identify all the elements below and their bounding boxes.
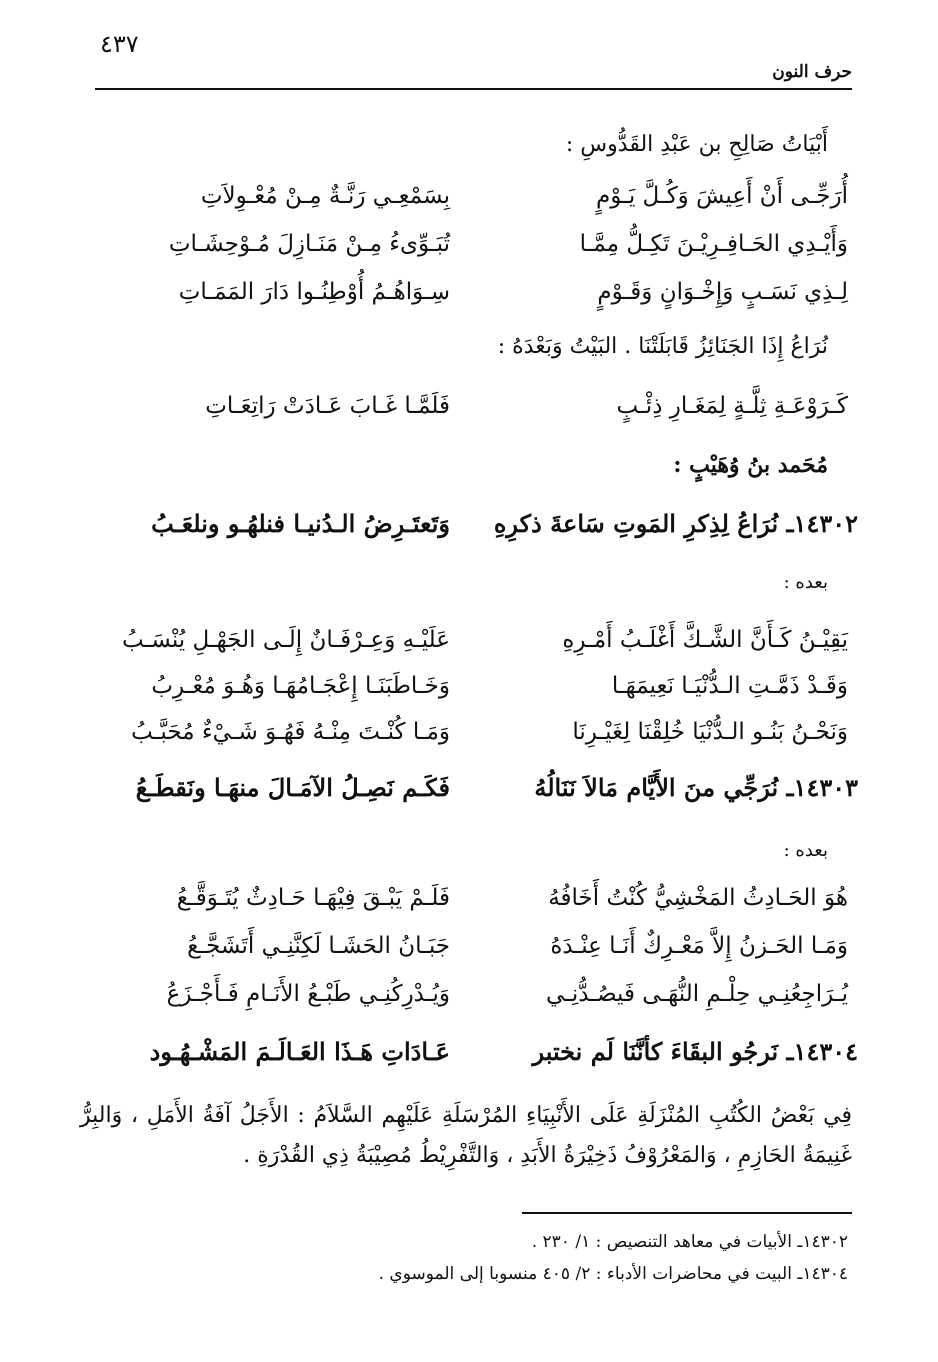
second-hemistich: وَخَـاطَبَنَـا إِعْجَـامُهَـا وَهُـوَ مُعْـرِبُ <box>151 673 450 699</box>
numbered-verse-14304 <box>110 1032 858 1076</box>
intro-nuraa: نُرَاعُ إِذَا الجَنَائِزُ قَابَلَتْنَا . البَيْتُ وَبَعْدَهُ : <box>497 334 828 359</box>
first-hemistich: أُرَجِّـى أَنْ أَعِيشَ وَكُـلَّ يَـوْمٍ <box>595 183 848 209</box>
second-hemistich: وَتَعتَـرِضُ الـدُنيـا فنلهُـو ونلعَـبُ <box>151 509 450 538</box>
footnote-rule <box>522 1212 852 1214</box>
verse-line <box>110 272 848 316</box>
second-hemistich: وَمَـا كُنْـتَ مِنْـهُ فَهُـوَ شَـيْءٌ مُحَبَّـبُ <box>131 719 450 745</box>
numbered-verse-14302 <box>110 504 858 548</box>
first-hemistich: كَـرَوْعَـةِ ثِلَّـةٍ لِمَغَـارِ ذِئْـبٍ <box>616 393 848 419</box>
first-hemistich: وَقَـدْ ذَمَّـتِ الـدُّنْيَـا نَعِيمَهَـا <box>611 673 848 699</box>
first-hemistich: يَقِيْـنُ كَـأَنَّ الشَّـكَّ أَغْلَـبُ أَمْـرِهِ <box>562 627 848 653</box>
first-hemistich: يُـرَاجِعُنِـي حِلْـمِ النُّهَـى فَيصُـدُّنِـي <box>545 981 848 1007</box>
first-hemistich: ١٤٣٠٤ـ نَرجُو البقَاءَ كأنَّنَا لَم نختبر <box>532 1037 858 1066</box>
second-hemistich: عَلَيْـهِ وَعِـرْفَـانٌ إِلَـى الجَهْـلِ يُنْسَـبُ <box>122 627 450 653</box>
first-hemistich: هُوَ الحَـادِثُ المَخْشِيُّ كُنْتُ أَخَافُهُ <box>548 885 848 911</box>
verse-line <box>110 666 848 710</box>
page-number: ٤٣٧ <box>100 30 139 58</box>
footnote-14302: ١٤٣٠٢ـ الأبيات في معاهد التنصيص : ١/ ٢٣٠ . <box>531 1232 848 1252</box>
first-hemistich: ١٤٣٠٣ـ نُرَجِّي منَ الأَيَّام مَالاَ نَنَالُهُ <box>534 773 858 802</box>
verse-line <box>110 712 848 756</box>
after-label: بعده : <box>783 572 828 593</box>
running-header: حرف النون <box>772 62 852 82</box>
first-hemistich: وَأَيْـدِي الحَـافِـرِيْـنَ تَكِـلُّ مِمَّـا <box>579 231 848 257</box>
second-hemistich: وَيُـدْرِكُنِـي طَبْـعُ الأَنَـامِ فَـأَجْـزَعُ <box>166 981 450 1007</box>
second-hemistich: سِـوَاهُـمُ أُوْطِنُـوا دَارَ المَمَـاتِ <box>178 279 450 305</box>
first-hemistich: لِـذِي نَسَـبٍ وَإِخْـوَانٍ وَقَـوْمٍ <box>597 279 848 305</box>
numbered-verse-14303 <box>110 768 858 812</box>
second-hemistich: فَكَـم نَصِـلُ الآمَـالَ منهَـا ونَقطَـعُ <box>135 773 450 802</box>
second-hemistich: عَـادَاتِ هَـذَا العَـالَـمَ المَشْـهُـود <box>149 1037 450 1066</box>
after-label: بعده : <box>783 840 828 861</box>
verse-line <box>110 386 848 430</box>
prose-paragraph: فِي بَعْضُ الكُتُبِ المُنْزَلَةِ عَلَى الأَنْبِيَاءِ المُرْسَلَةِ عَلَيْهِم السَّلاَمُ : الأَجَلُ آفَةُ الأَمَلِ ، وَالبِرُّ غَنِيمَةُ الحَازِمِ ، وَالمَعْرُوْفُ ذَخِيْرَةُ الأَبَدِ ، وَالتَّفْرِيْطُ مُصِيْبَةُ ذِي القُدْرَةِ . <box>80 1103 852 1168</box>
verse-line <box>110 176 848 220</box>
second-hemistich: فَلَـمْ يَبْـقَ فِيْهَـا حَـادِثٌ يُتَـوَقَّـعُ <box>176 885 450 911</box>
verse-line <box>110 878 848 922</box>
first-hemistich: وَمَـا الحَـزنُ إِلاَّ مَعْـرِكٌ أَنَـا عِنْـدَهُ <box>550 933 848 959</box>
verse-line <box>110 620 848 664</box>
intro-saleh: أَبْيَاتُ صَالِحِ بن عَبْدِ القَدُّوسِ : <box>565 132 828 157</box>
verse-line <box>110 974 848 1018</box>
author-heading: مُحَمد بنُ وُهَيْبٍ : <box>673 452 828 478</box>
second-hemistich: فَلَمَّـا غَـابَ عَـادَتْ رَاتِعَـاتِ <box>205 393 450 419</box>
verse-line <box>110 224 848 268</box>
footnote-14304: ١٤٣٠٤ـ البيت في محاضرات الأدباء : ٢/ ٤٠٥ منسوبا إلى الموسوي . <box>378 1264 848 1284</box>
second-hemistich: جَبَـانُ الحَشَـا لَكِنَّنِـي أَتَشَجَّـعُ <box>187 933 450 959</box>
verse-line <box>110 926 848 970</box>
first-hemistich: وَنَحْـنُ بَنُـو الـدُّنْيَا خُلِقْنَا لِغَيْـرِنَا <box>572 719 848 745</box>
second-hemistich: بِسَمْعِـي رَنَّـةٌ مِـنْ مُعْـوِلاَتِ <box>200 183 450 209</box>
header-rule <box>95 88 852 90</box>
second-hemistich: تُبَـوِّىءُ مِـنْ مَنَـازِلَ مُـوْحِشَـاتِ <box>168 231 450 257</box>
first-hemistich: ١٤٣٠٢ـ نُرَاعُ لِذِكرِ المَوتِ سَاعةَ ذكرِهِ <box>493 509 858 538</box>
